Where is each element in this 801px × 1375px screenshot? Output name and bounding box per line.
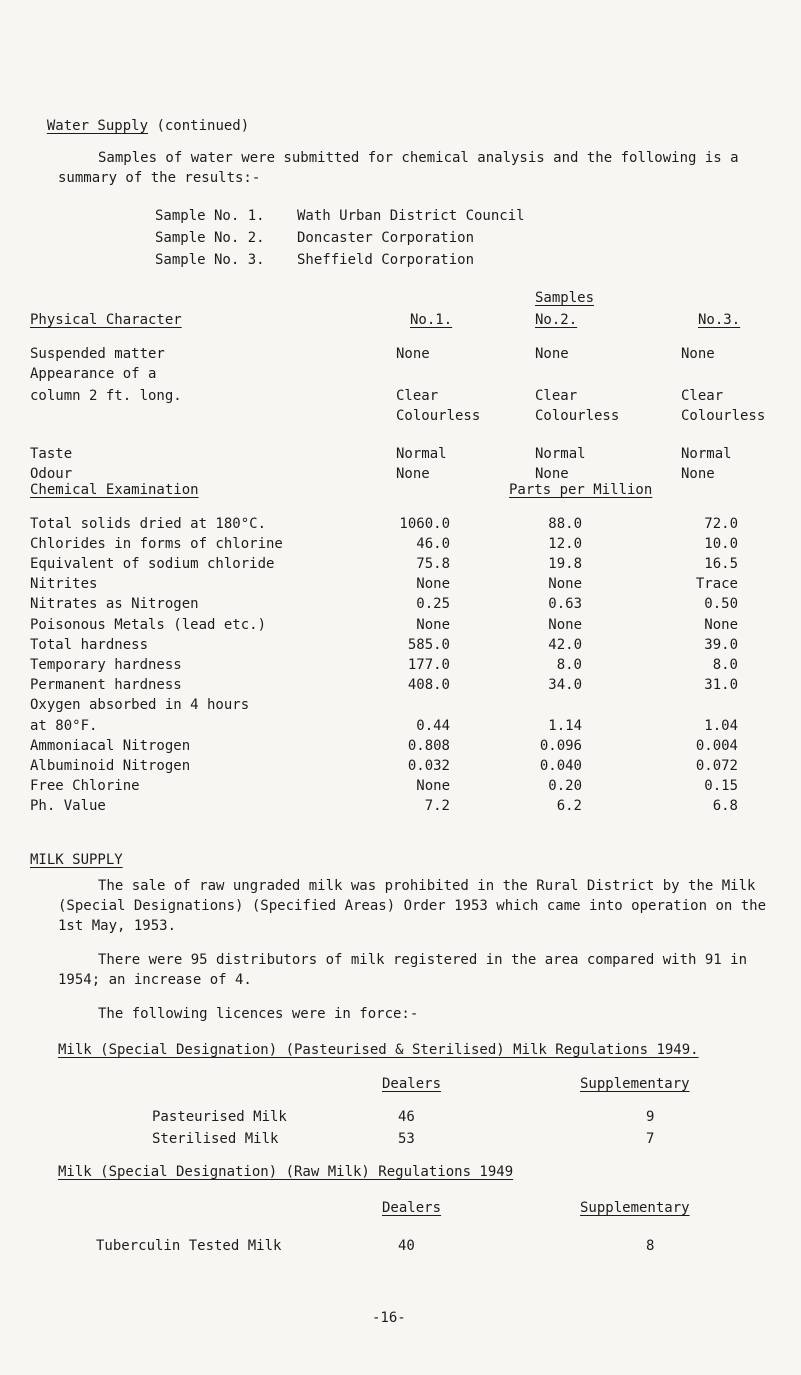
table-row [0,576,801,596]
table-row [0,798,801,818]
table-row [0,346,801,366]
cell-sample-1: Normal [396,446,447,462]
reg2-col-dealers: Dealers [382,1200,442,1216]
cell-sample-2: 0.096 [539,738,582,754]
col-header-1: No.1. [410,312,453,328]
page-heading [30,102,249,134]
table-row [0,536,801,556]
table-row [0,408,801,428]
cell-sample-2: 12.0 [548,536,582,552]
cell-sample-1: 7.2 [424,798,450,814]
table-row [0,388,801,408]
col-header-2: No.2. [535,312,578,328]
cell-sample-3: 8.0 [712,657,738,673]
reg2-row-1-label: Tuberculin Tested Milk [96,1238,282,1254]
cell-sample-3: None [681,346,715,362]
cell-sample-1: 585.0 [407,637,450,653]
col-header-3: No.3. [698,312,741,328]
cell-sample-1: None [416,778,450,794]
units-label: Parts per Million [509,482,653,498]
table-row [0,516,801,536]
table-row [0,657,801,677]
cell-sample-3: 1.04 [704,718,738,734]
row-label: Poisonous Metals (lead etc.) [30,617,267,633]
milk-paragraph-2: There were 95 distributors of milk registered in the area compared with 91 in 1954; an increase of 4. [58,952,748,988]
cell-sample-2: None [548,617,582,633]
cell-sample-3: 31.0 [704,677,738,693]
cell-sample-1: None [396,346,430,362]
reg1-row-2-dealers: 53 [398,1131,415,1147]
cell-sample-1: 75.8 [416,556,450,572]
row-label: Temporary hardness [30,657,182,673]
page-number: -16- [372,1310,406,1326]
cell-sample-3: 10.0 [704,536,738,552]
cell-sample-2: 88.0 [548,516,582,532]
reg1-row-1-dealers: 46 [398,1109,415,1125]
table-row [0,697,801,717]
cell-sample-2: 19.8 [548,556,582,572]
reg1-col-dealers: Dealers [382,1076,442,1092]
cell-sample-3: 0.15 [704,778,738,794]
cell-sample-1: 408.0 [407,677,450,693]
cell-sample-3: None [704,617,738,633]
reg1-title: Milk (Special Designation) (Pasteurised & Sterilised) Milk Regulations 1949. [58,1042,699,1058]
row-label: Suspended matter [30,346,165,362]
intro-paragraph: Samples of water were submitted for chemical analysis and the following is a summary of the results:- [58,150,739,186]
cell-sample-2: Clear [535,388,578,404]
cell-sample-3: 6.8 [712,798,738,814]
cell-sample-3: 72.0 [704,516,738,532]
cell-sample-2: 0.20 [548,778,582,794]
table-row [0,758,801,778]
cell-sample-1: 46.0 [416,536,450,552]
cell-sample-1: 0.25 [416,596,450,612]
row-label: Odour [30,466,73,482]
reg2-row-1-dealers: 40 [398,1238,415,1254]
cell-sample-1: 0.44 [416,718,450,734]
chemical-header: Chemical Examination [30,482,199,498]
cell-sample-2: None [548,576,582,592]
cell-sample-1: 0.032 [407,758,450,774]
reg1-row-1-supplementary: 9 [646,1109,655,1125]
cell-sample-3: 16.5 [704,556,738,572]
cell-sample-2: 0.040 [539,758,582,774]
cell-sample-2: 42.0 [548,637,582,653]
reg2-row-1-supplementary: 8 [646,1238,655,1254]
row-label: Total hardness [30,637,149,653]
reg1-row-1-label: Pasteurised Milk [152,1109,287,1125]
samples-label: Samples [535,290,595,306]
cell-sample-1: None [416,576,450,592]
cell-sample-2: 34.0 [548,677,582,693]
row-label: column 2 ft. long. [30,388,182,404]
sample-3-source: Sheffield Corporation [297,252,475,268]
cell-sample-3: Clear [681,388,724,404]
cell-sample-2: None [535,346,569,362]
cell-sample-3: None [681,466,715,482]
cell-sample-2: Colourless [535,408,620,424]
table-row [0,446,801,466]
cell-sample-3: 0.072 [695,758,738,774]
row-label: Equivalent of sodium chloride [30,556,275,572]
cell-sample-2: 1.14 [548,718,582,734]
cell-sample-3: 0.50 [704,596,738,612]
row-label: Appearance of a [30,366,157,382]
physical-header: Physical Character [30,312,182,328]
table-row [0,596,801,616]
milk-paragraph-1: The sale of raw ungraded milk was prohibited in the Rural District by the Milk (Special Designations) (Specified Areas) Order 1953 which came into operation on the 1st May, 1953. [58,878,767,934]
sample-2-label: Sample No. 2. [155,230,265,246]
cell-sample-1: None [416,617,450,633]
cell-sample-2: Normal [535,446,586,462]
table-row [0,637,801,657]
row-label: Ph. Value [30,798,106,814]
cell-sample-1: Clear [396,388,439,404]
cell-sample-3: 0.004 [695,738,738,754]
reg1-row-2-label: Sterilised Milk [152,1131,279,1147]
row-label: Chlorides in forms of chlorine [30,536,283,552]
cell-sample-2: 0.63 [548,596,582,612]
sample-2-source: Doncaster Corporation [297,230,475,246]
cell-sample-2: 6.2 [556,798,582,814]
cell-sample-3: Trace [695,576,738,592]
cell-sample-1: Colourless [396,408,481,424]
table-row [0,617,801,637]
heading-suffix: (continued) [156,118,250,134]
reg1-row-2-supplementary: 7 [646,1131,655,1147]
row-label: Albuminoid Nitrogen [30,758,191,774]
row-label: Ammoniacal Nitrogen [30,738,191,754]
row-label: Nitrites [30,576,98,592]
cell-sample-2: None [535,466,569,482]
row-label: at 80°F. [30,718,98,734]
row-label: Nitrates as Nitrogen [30,596,199,612]
cell-sample-3: Normal [681,446,732,462]
table-row [0,778,801,798]
table-row [0,556,801,576]
cell-sample-3: Colourless [681,408,766,424]
table-row [0,366,801,386]
sample-1-label: Sample No. 1. [155,208,265,224]
cell-sample-1: None [396,466,430,482]
cell-sample-2: 8.0 [556,657,582,673]
milk-heading: MILK SUPPLY [30,852,123,868]
sample-1-source: Wath Urban District Council [297,208,525,224]
row-label: Permanent hardness [30,677,182,693]
reg1-col-supplementary: Supplementary [580,1076,690,1092]
milk-paragraph-3: The following licences were in force:- [98,1006,419,1022]
cell-sample-1: 0.808 [407,738,450,754]
row-label: Free Chlorine [30,778,140,794]
reg2-title: Milk (Special Designation) (Raw Milk) Regulations 1949 [58,1164,514,1180]
table-row [0,738,801,758]
sample-3-label: Sample No. 3. [155,252,265,268]
reg2-col-supplementary: Supplementary [580,1200,690,1216]
table-row [0,718,801,738]
heading-title: Water Supply [46,118,149,134]
cell-sample-3: 39.0 [704,637,738,653]
table-row [0,677,801,697]
row-label: Total solids dried at 180°C. [30,516,267,532]
row-label: Oxygen absorbed in 4 hours [30,697,250,713]
cell-sample-1: 177.0 [407,657,450,673]
row-label: Taste [30,446,73,462]
cell-sample-1: 1060.0 [399,516,450,532]
